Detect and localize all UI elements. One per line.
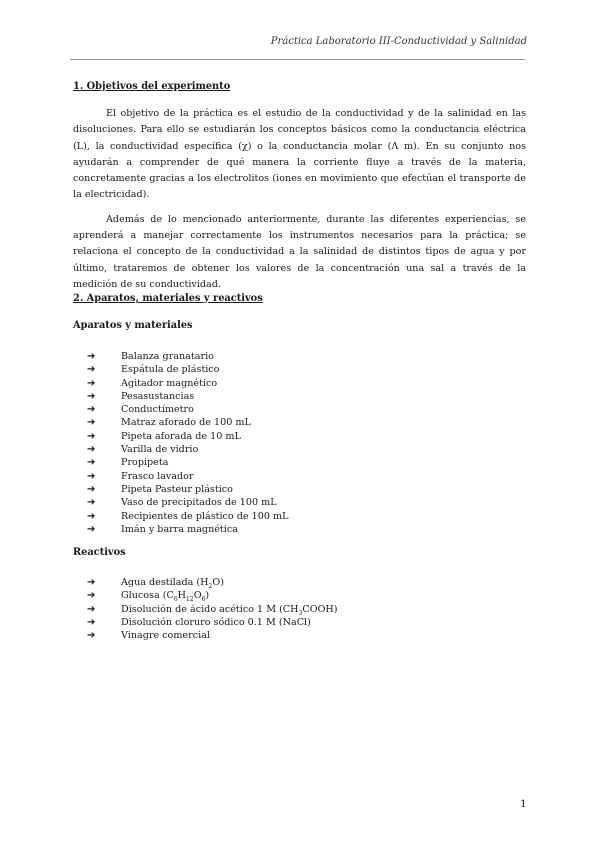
section-1-heading: 1. Objetivos del experimento (73, 81, 231, 92)
reagent-label: Glucosa $(C_6H_{12}O_6)$ (121, 590, 210, 604)
material-label: Espátula de plástico (121, 364, 220, 376)
reagent-item (87, 629, 526, 642)
reagent-item (87, 616, 526, 629)
reagents-list (73, 576, 526, 642)
arrow-bullet-icon: ➔ (87, 523, 96, 535)
header-divider (70, 59, 525, 60)
material-label: Imán y barra magnética (121, 523, 238, 535)
reagent-label: Agua destilada $(H_2O)$ (121, 577, 224, 591)
material-label: Pipeta Pasteur plástico (121, 483, 233, 495)
arrow-bullet-icon: ➔ (87, 497, 96, 509)
arrow-bullet-icon: ➔ (87, 364, 96, 376)
material-label: Pesasustancias (121, 390, 195, 402)
reagents-heading: Reactivos (73, 547, 126, 559)
arrow-bullet-icon: ➔ (87, 417, 96, 429)
arrow-bullet-icon: ➔ (87, 590, 96, 602)
arrow-bullet-icon: ➔ (87, 470, 96, 482)
material-item (87, 390, 526, 403)
page-number: 1 (520, 798, 527, 810)
arrow-bullet-icon: ➔ (87, 444, 96, 456)
material-item (87, 470, 526, 483)
material-item (87, 443, 526, 456)
material-label: Conductímetro (121, 404, 194, 416)
arrow-bullet-icon: ➔ (87, 617, 96, 629)
reagent-label: Disolución cloruro sódico 0.1 M (NaCl) (121, 617, 311, 629)
material-item (87, 430, 526, 443)
section-2-heading: 2. Aparatos, materiales y reactivos (73, 293, 263, 304)
running-header: Práctica Laboratorio III-Conductividad y Salinidad (270, 36, 527, 47)
material-label: Pipeta aforada de 10 mL (121, 430, 241, 442)
material-label: Varilla de vidrio (121, 444, 199, 456)
reagent-label: Disolución de ácido acético 1 M $(CH_3COOH)$ (121, 603, 338, 617)
material-item (87, 377, 526, 390)
arrow-bullet-icon: ➔ (87, 404, 96, 416)
material-label: Frasco lavador (121, 470, 194, 482)
materials-heading: Aparatos y materiales (73, 320, 193, 331)
reagent-item (87, 589, 526, 602)
material-label: Matraz aforado de 100 mL (121, 417, 251, 429)
objectives-paragraph-2: Además de lo mencionado anteriormente, durante las diferentes experiencias, se aprenderá a manejar correctamente los instrumentos necesarios para la práctica; se relaciona el concepto de la conductividad a la salinidad de distintos tipos de agua y por último, trataremos de obtener los valores de la concentración una sal a través de la medición de su conductividad. (73, 213, 526, 290)
material-item (87, 456, 526, 469)
materials-list (73, 350, 526, 536)
objectives-paragraph-1: El objetivo de la práctica es el estudio de la conductividad y de la salinidad en las disoluciones. Para ello se estudiarán los conceptos básicos como la conductancia eléctrica (L), la conductividad específica (χ) o la conductancia molar (Λ m). En su conjunto nos ayudarán a comprender de qué manera la corriente fluye a través de la materia, concretamente gracias a los electrolitos (iones en movimiento que efectúan el transporte de la electricidad). (73, 108, 526, 201)
arrow-bullet-icon: ➔ (87, 351, 96, 362)
arrow-bullet-icon: ➔ (87, 483, 96, 495)
reagent-label: Vinagre comercial (121, 630, 210, 642)
arrow-bullet-icon: ➔ (87, 630, 96, 642)
material-item (87, 483, 526, 496)
material-item (87, 416, 526, 429)
section-materials (73, 292, 526, 643)
material-label: Balanza granatario (121, 351, 214, 362)
arrow-bullet-icon: ➔ (87, 603, 96, 615)
arrow-bullet-icon: ➔ (87, 577, 96, 589)
material-item (87, 363, 526, 376)
arrow-bullet-icon: ➔ (87, 390, 96, 402)
arrow-bullet-icon: ➔ (87, 457, 96, 469)
arrow-bullet-icon: ➔ (87, 430, 96, 442)
material-item (87, 350, 526, 363)
material-label: Vaso de precipitados de 100 mL (121, 497, 277, 509)
material-label: Propipeta (121, 457, 169, 469)
reagent-item (87, 603, 526, 616)
material-item (87, 523, 526, 536)
reagent-item (87, 576, 526, 589)
section-objectives (73, 80, 526, 293)
arrow-bullet-icon: ➔ (87, 377, 96, 389)
material-item (87, 403, 526, 416)
material-item (87, 496, 526, 509)
arrow-bullet-icon: ➔ (87, 510, 96, 522)
material-label: Recipientes de plástico de 100 mL (121, 510, 289, 522)
material-item (87, 510, 526, 523)
material-label: Agitador magnético (121, 377, 218, 389)
